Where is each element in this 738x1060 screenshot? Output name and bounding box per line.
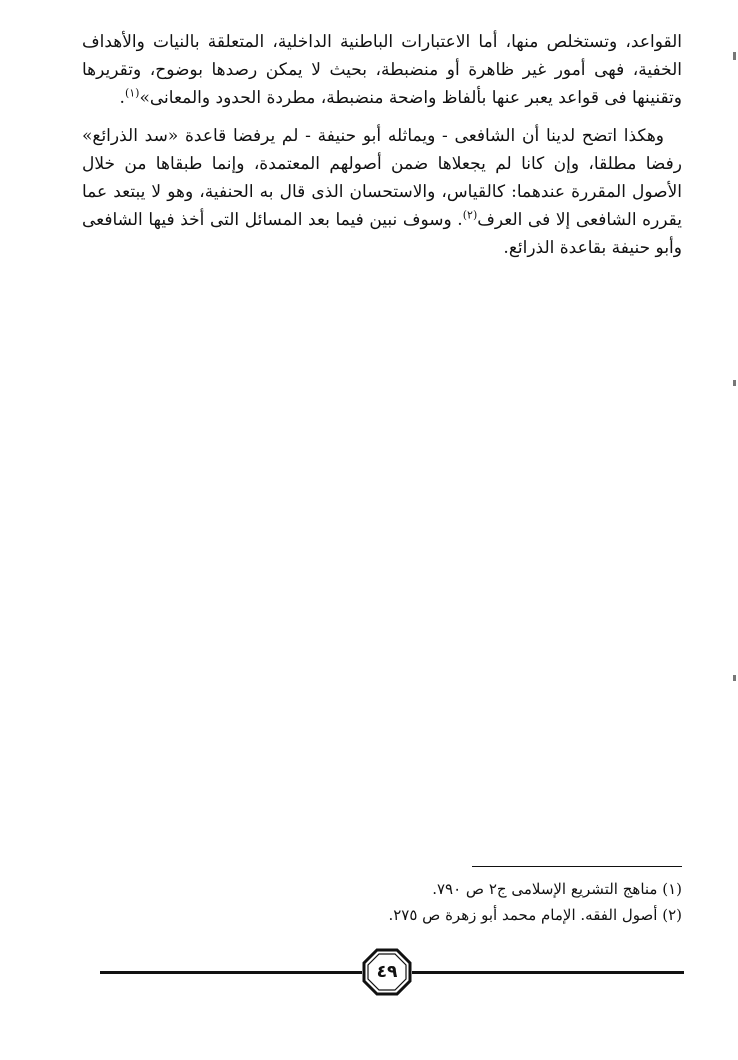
footnote-1: (١) مناهج التشريع الإسلامى ج٢ ص ٧٩٠. (432, 880, 682, 898)
paragraph-1-tail: . (119, 88, 125, 108)
bottom-rule-left (100, 971, 362, 974)
paragraph-1-text: القواعد، وتستخلص منها، أما الاعتبارات الباطنية الداخلية، المتعلقة بالنيات والأهداف الخفية، فهى أمور غير ظاهرة أو منضبطة، بحيث لا يمكن رصدها بوضوح، وتقريرها وتقنينها فى قواعد يعبر عنها بألفاظ واضحة منضبطة، مطردة الحدود والمعانى» (82, 32, 682, 108)
paragraph-2-tail: . وسوف نبين فيما بعد المسائل التى أخذ فيها الشافعى وأبو حنيفة بقاعدة الذرائع. (82, 210, 682, 258)
edge-mark-lower (733, 675, 736, 681)
main-text (82, 28, 682, 262)
page-number-frame (362, 948, 412, 996)
paragraph-2-text: وهكذا اتضح لدينا أن الشافعى - ويماثله أبو حنيفة - لم يرفضا قاعدة «سد الذرائع» رفضا مطلقا، وإن كانا لم يجعلاها ضمن أصولهم المعتمدة، وإنما طبقاها من خلال الأصول المقررة عندهما: كالقياس، والاستحسان الذى قال به الحنفية، وهو لا يبتعد عما يقرره الشافعى إلا فى العرف (82, 126, 682, 230)
footnote-2: (٢) أصول الفقه. الإمام محمد أبو زهرة ص ٢٧٥. (388, 906, 682, 924)
edge-mark-middle (733, 380, 736, 386)
footnote-separator (472, 866, 682, 867)
edge-mark-top (733, 52, 736, 60)
footnote-ref-1: (١) (124, 86, 140, 100)
paragraph-1 (82, 28, 682, 112)
bottom-rule-right (412, 971, 684, 974)
footnotes (250, 876, 682, 928)
page-number: ٤٩ (376, 962, 398, 982)
footnote-ref-2: (٢) (462, 208, 478, 222)
paragraph-2 (82, 122, 682, 262)
